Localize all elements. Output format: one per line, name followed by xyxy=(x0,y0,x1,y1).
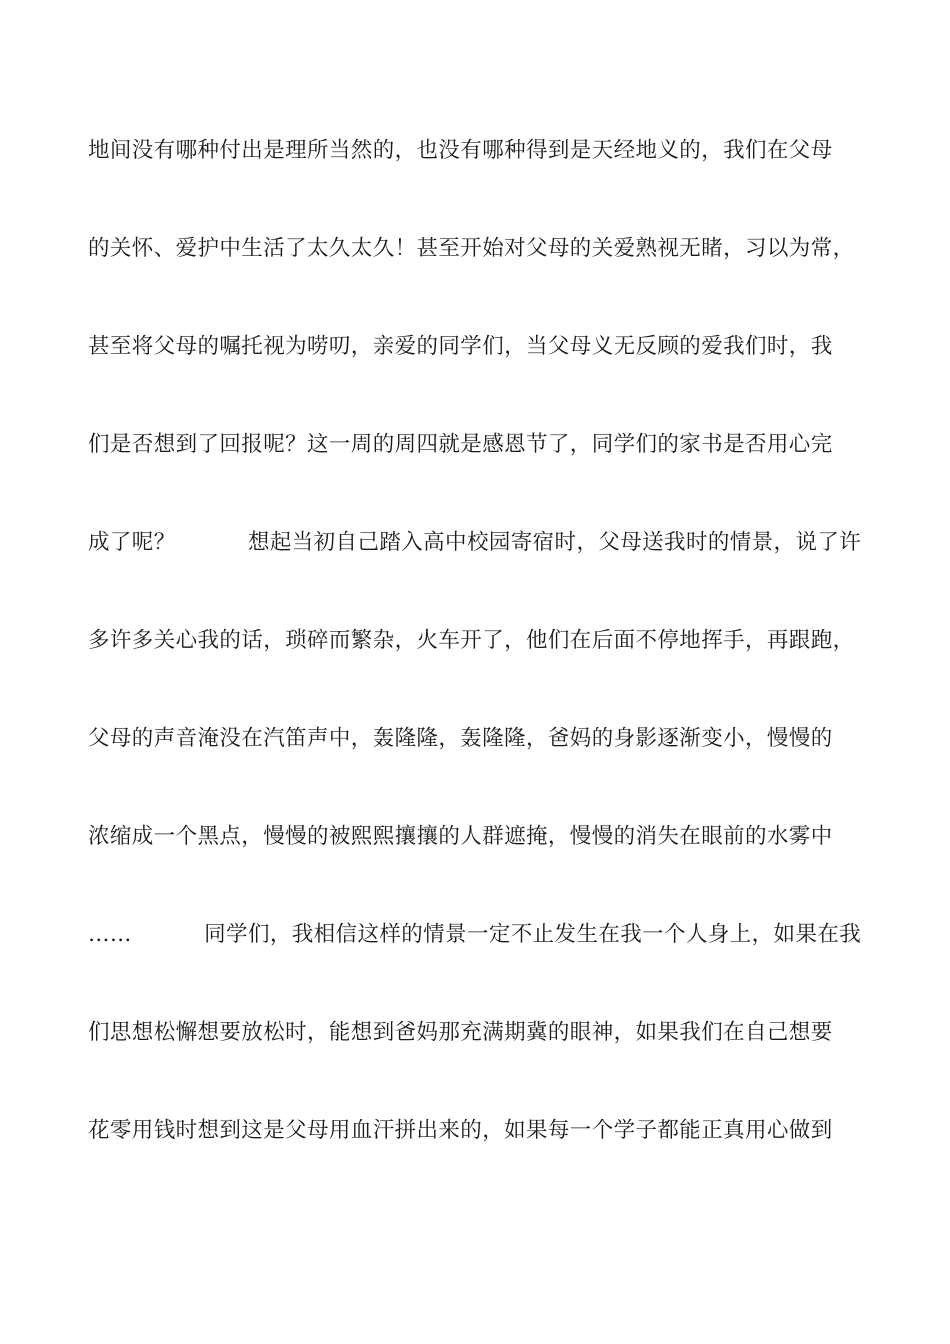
text-line: 地间没有哪种付出是理所当然的，也没有哪种得到是天经地义的，我们在父母 xyxy=(88,138,833,163)
text-line: …… 同学们，我相信这样的情景一定不止发生在我一个人身上，如果在我 xyxy=(88,922,862,947)
text-line: 们是否想到了回报呢？这一周的周四就是感恩节了，同学们的家书是否用心完 xyxy=(88,432,833,457)
text-line: 的关怀、爱护中生活了太久太久！甚至开始对父母的关爱熟视无睹，习以为常， xyxy=(88,236,855,261)
text-line: 浓缩成一个黑点，慢慢的被熙熙攘攘的人群遮掩，慢慢的消失在眼前的水雾中 xyxy=(88,824,833,849)
text-line: 花零用钱时想到这是父母用血汗拼出来的，如果每一个学子都能正真用心做到 xyxy=(88,1118,833,1143)
text-line: 成了呢？ 想起当初自己踏入高中校园寄宿时，父母送我时的情景，说了许 xyxy=(88,530,862,555)
text-line: 多许多关心我的话，琐碎而繁杂，火车开了，他们在后面不停地挥手，再跟跑， xyxy=(88,628,855,653)
body-text xyxy=(88,133,878,1211)
text-line: 甚至将父母的嘱托视为唠叨，亲爱的同学们，当父母义无反顾的爱我们时，我 xyxy=(88,334,833,359)
text-line: 们思想松懈想要放松时，能想到爸妈那充满期冀的眼神，如果我们在自己想要 xyxy=(88,1020,833,1045)
text-line: 父母的声音淹没在汽笛声中，轰隆隆，轰隆隆，爸妈的身影逐渐变小，慢慢的 xyxy=(88,726,833,751)
